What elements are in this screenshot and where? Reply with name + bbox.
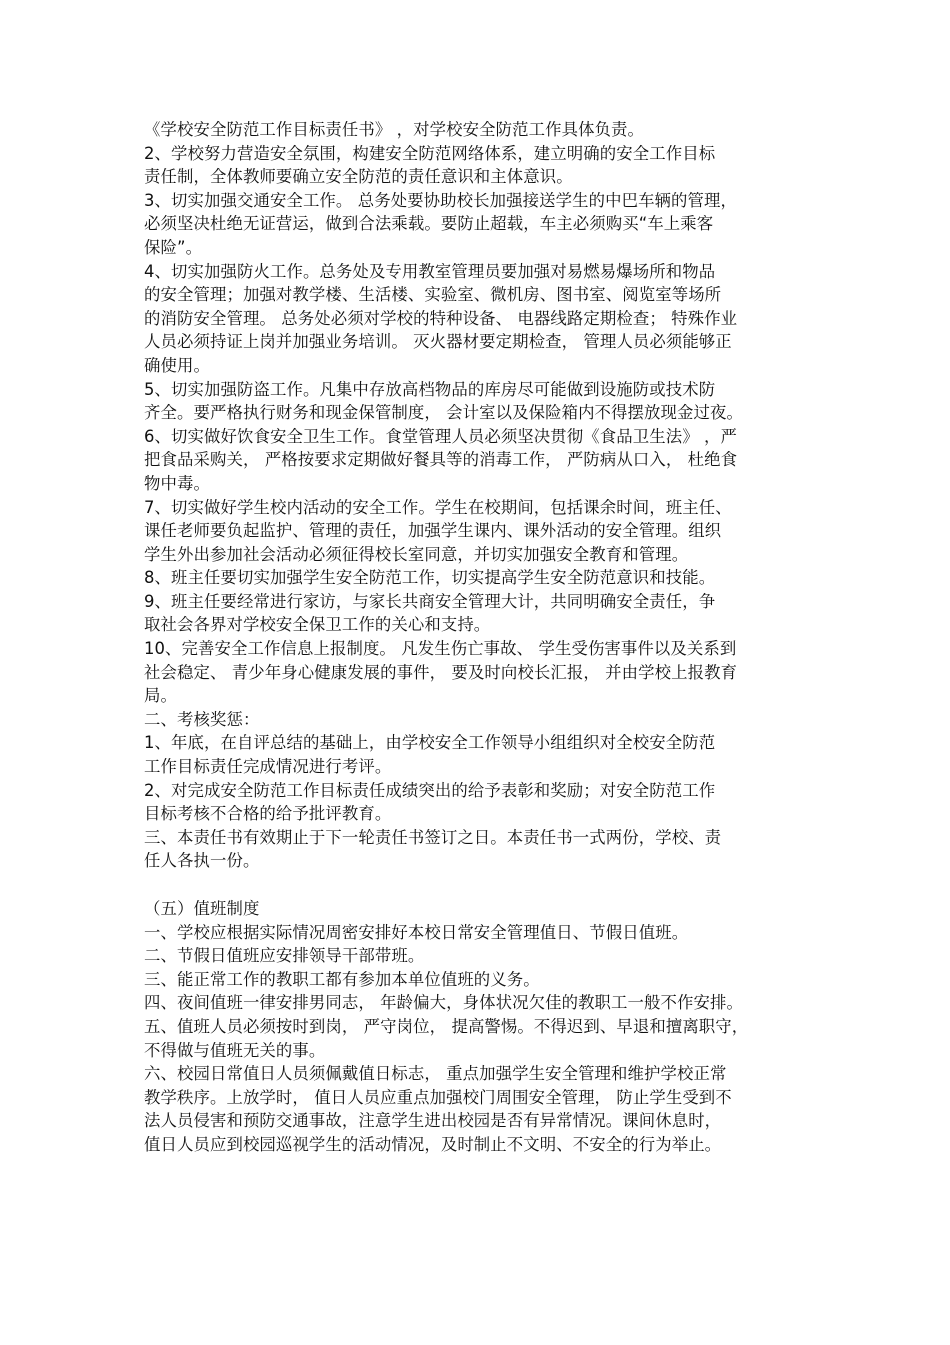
text-line: 目标考核不合格的给予批评教育。 — [144, 804, 392, 824]
text-line: 三、能正常工作的教职工都有参加本单位值班的义务。 — [144, 969, 540, 989]
text-line: 物中毒。 — [144, 473, 210, 493]
text-line: 的消防安全管理。 总务处必须对学校的特种设备、 电器线路定期检查； 特殊作业 — [144, 308, 738, 328]
text-line: 《学校安全防范工作目标责任书》 ，对学校安全防范工作具体负责。 — [144, 120, 645, 139]
text-line: 必须坚决杜绝无证营运，做到合法乘载。要防止超载，车主必须购买“车上乘客 — [144, 214, 714, 234]
text-line: 8、班主任要切实加强学生安全防范工作，切实提高学生安全防范意识和技能。 — [144, 568, 716, 588]
text-line: 不得做与值班无关的事。 — [144, 1040, 326, 1060]
text-line: 5、切实加强防盗工作。凡集中存放高档物品的库房尽可能做到设施防或技术防 — [144, 379, 716, 399]
text-line: 社会稳定、 青少年身心健康发展的事件， 要及时向校长汇报， 并由学校上报教育 — [144, 662, 738, 682]
text-line: 6、切实做好饮食安全卫生工作。食堂管理人员必须坚决贯彻《食品卫生法》 ，严 — [144, 426, 738, 446]
text-line: 人员必须持证上岗并加强业务培训。 灭火器材要定期检查， 管理人员必须能够正 — [144, 332, 732, 352]
text-line: 工作目标责任完成情况进行考评。 — [144, 757, 392, 777]
section-heading: 二、考核奖惩： — [144, 709, 260, 729]
text-line: 的安全管理；加强对教学楼、生活楼、实验室、微机房、图书室、阅览室等场所 — [144, 285, 722, 305]
text-line: 值日人员应到校园巡视学生的活动情况，及时制止不文明、不安全的行为举止。 — [144, 1134, 722, 1154]
text-line: 三、本责任书有效期止于下一轮责任书签订之日。本责任书一式两份，学校、责 — [144, 827, 722, 847]
text-line: 四、夜间值班一律安排男同志， 年龄偏大，身体状况欠佳的教职工一般不作安排。 — [144, 993, 743, 1013]
text-line: 课任老师要负起监护、管理的责任，加强学生课内、课外活动的安全管理。组织 — [144, 521, 722, 541]
text-line: 取社会各界对学校安全保卫工作的关心和支持。 — [144, 615, 491, 635]
text-line: 9、班主任要经常进行家访，与家长共商安全管理大计，共同明确安全责任，争 — [144, 591, 716, 611]
text-line: 二、节假日值班应安排领导干部带班。 — [144, 946, 425, 966]
text-line: 齐全。要严格执行财务和现金保管制度， 会计室以及保险箱内不得摆放现金过夜。 — [144, 403, 743, 423]
text-line: 保险”。 — [144, 237, 203, 257]
text-line: 责任制，全体教师要确立安全防范的责任意识和主体意识。 — [144, 167, 573, 187]
paragraph-gap — [144, 873, 814, 897]
text-line: 7、切实做好学生校内活动的安全工作。学生在校期间，包括课余时间，班主任、 — [144, 497, 732, 517]
text-line: 教学秩序。上放学时， 值日人员应重点加强校门周围安全管理， 防止学生受到不 — [144, 1087, 732, 1107]
text-line: 2、学校努力营造安全氛围，构建安全防范网络体系，建立明确的安全工作目标 — [144, 143, 716, 163]
document-body — [144, 118, 814, 1157]
text-line: 局。 — [144, 686, 177, 706]
duty-system-section — [144, 897, 814, 1157]
text-line: 4、切实加强防火工作。总务处及专用教室管理员要加强对易燃易爆场所和物品 — [144, 261, 716, 281]
text-line: 学生外出参加社会活动必须征得校长室同意，并切实加强安全教育和管理。 — [144, 544, 689, 564]
text-line: 10、完善安全工作信息上报制度。 凡发生伤亡事故、 学生受伤害事件以及关系到 — [144, 639, 737, 659]
text-line: 任人各执一份。 — [144, 851, 260, 871]
text-line: 把食品采购关， 严格按要求定期做好餐具等的消毒工作， 严防病从口入， 杜绝食 — [144, 450, 738, 470]
text-line: 五、值班人员必须按时到岗， 严守岗位， 提高警惕。不得迟到、早退和擅离职守， — [144, 1016, 749, 1036]
text-line: 确使用。 — [144, 355, 210, 375]
text-line: 3、切实加强交通安全工作。 总务处要协助校长加强接送学生的中巴车辆的管理， — [144, 190, 738, 210]
section-heading: （五）值班制度 — [144, 899, 260, 918]
text-line: 六、校园日常值日人员须佩戴值日标志， 重点加强学生安全管理和维护学校正常 — [144, 1064, 727, 1084]
responsibility-section — [144, 118, 814, 873]
text-line: 2、对完成安全防范工作目标责任成绩突出的给予表彰和奖励；对安全防范工作 — [144, 780, 716, 800]
text-line: 法人员侵害和预防交通事故，注意学生进出校园是否有异常情况。课间休息时， — [144, 1111, 722, 1131]
text-line: 一、学校应根据实际情况周密安排好本校日常安全管理值日、节假日值班。 — [144, 922, 689, 942]
text-line: 1、年底，在自评总结的基础上，由学校安全工作领导小组组织对全校安全防范 — [144, 733, 716, 753]
